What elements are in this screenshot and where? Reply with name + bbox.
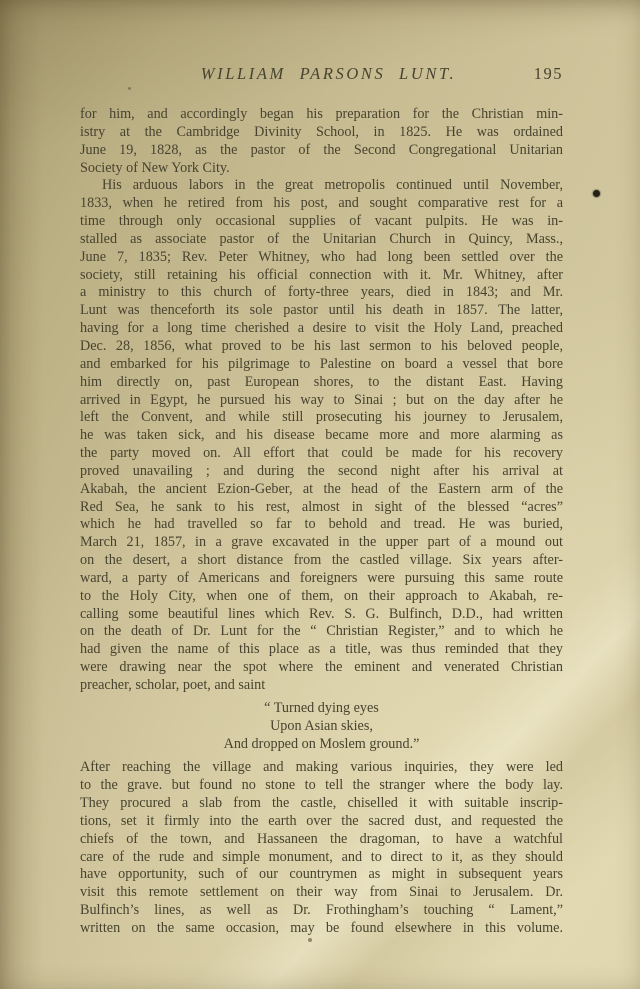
text-line: Lunt was thenceforth its sole pastor until his death in 1857. The latter, <box>80 302 563 319</box>
text-line: society, still retaining his official connection with it. Mr. Whitney, after <box>80 266 563 283</box>
text-line: for him, and accordingly began his preparation for the Christian min- <box>80 106 563 122</box>
text-line: tions, set it firmly into the earth over the sacred dust, and requested the <box>80 812 563 829</box>
text-line: which he had travelled so far to behold and tread. He was buried, <box>80 516 563 533</box>
printers-mark <box>308 938 312 942</box>
text-line: March 21, 1857, in a grave excavated in the upper part of a mound out <box>80 534 563 551</box>
text-line: chiefs of the town, and Hassaneen the dragoman, to have a watchful <box>80 830 563 847</box>
running-title: WILLIAM PARSONS LUNT. <box>200 64 457 83</box>
paragraph <box>80 106 563 177</box>
text-line: on the desert, a short distance from the castled village. Six years after- <box>80 552 563 569</box>
text-line: were drawing near the spot where the eminent and venerated Christian <box>80 659 563 676</box>
text-line: stalled as associate pastor of the Unitarian Church in Quincy, Mass., <box>80 230 563 247</box>
verse-line: Upon Asian skies, <box>270 717 373 734</box>
text-line: calling some beautiful lines which Rev. S. G. Bulfinch, D.D., had written <box>80 605 563 622</box>
ink-spot <box>593 190 600 197</box>
text-line: having for a long time cherished a desire to visit the Holy Land, preached <box>80 320 563 337</box>
text-line: written on the same occasion, may be found elsewhere in this volume. <box>80 919 563 936</box>
text-line: ward, a party of Americans and foreigners were pursuing this same route <box>80 569 563 586</box>
body-text <box>80 106 563 938</box>
paper-speck <box>128 87 131 90</box>
text-line: proved unavailing ; and during the second night after his arrival at <box>80 462 563 479</box>
text-line: and embarked for his pilgrimage to Palestine on board a vessel that bore <box>80 355 563 372</box>
text-line: Bulfinch’s lines, as well as Dr. Frothingham’s touching “ Lament,” <box>80 902 563 919</box>
text-line: His arduous labors in the great metropolis continued until November, <box>102 177 563 194</box>
text-line: time through only occasional supplies of vacant pulpits. He was in- <box>80 213 563 230</box>
text-line: Dec. 28, 1856, what proved to be his last sermon to his beloved people, <box>80 337 563 354</box>
verse-line: “ Turned dying eyes <box>264 699 379 716</box>
text-line: visit this remote settlement on their way from Sinai to Jerusalem. Dr. <box>80 884 563 901</box>
text-line: June 7, 1835; Rev. Peter Whitney, who had long been settled over the <box>80 248 563 265</box>
verse-line: And dropped on Moslem ground.” <box>223 735 420 752</box>
text-line: him directly on, past European shores, to the distant East. Having <box>80 373 563 390</box>
text-line: on the death of Dr. Lunt for the “ Christian Register,” and to which he <box>80 623 563 640</box>
text-line: to the grave. but found no stone to tell the stranger where the body lay. <box>80 777 563 794</box>
text-line: the party moved on. All effort that could be made for his recovery <box>80 445 563 462</box>
text-line: Society of New York City. <box>80 159 230 176</box>
text-line: care of the rude and simple monument, and to direct to it, as they should <box>80 848 563 865</box>
paragraph <box>80 177 563 694</box>
text-line: had given the name of this place as a title, was thus reminded that they <box>80 641 563 658</box>
text-line: Red Sea, he sank to his rest, almost in sight of the blessed “acres” <box>80 498 563 515</box>
text-line: have opportunity, such of our countrymen as might in subsequent years <box>80 866 563 883</box>
text-line: arrived in Egypt, he pursued his way to Sinai ; but on the day after he <box>80 391 563 408</box>
page-number: 195 <box>533 64 563 83</box>
text-line: istry at the Cambridge Divinity School, in 1825. He was ordained <box>80 123 563 140</box>
text-line: Akabah, the ancient Ezion-Geber, at the head of the Eastern arm of the <box>80 480 563 497</box>
verse-quote <box>80 700 563 754</box>
text-line: a ministry to this church of forty-three years, died in 1843; and Mr. <box>80 284 563 301</box>
text-line: preacher, scholar, poet, and saint <box>80 677 266 693</box>
text-line: left the Convent, and while still prosecuting his journey to Jerusalem, <box>80 409 563 426</box>
text-line: They procured a slab from the castle, chiselled it with suitable inscrip- <box>80 795 563 812</box>
text-line: 1833, when he retired from his post, and sought comparative rest for a <box>80 195 563 212</box>
text-line: he was taken sick, and his disease became more and more alarming as <box>80 427 563 444</box>
running-header <box>80 64 563 88</box>
text-line: After reaching the village and making various inquiries, they were led <box>80 759 563 776</box>
text-line: June 19, 1828, as the pastor of the Second Congregational Unitarian <box>80 141 563 158</box>
paragraph <box>80 759 563 937</box>
text-line: to the Holy City, when one of them, on their approach to Akabah, re- <box>80 587 563 604</box>
